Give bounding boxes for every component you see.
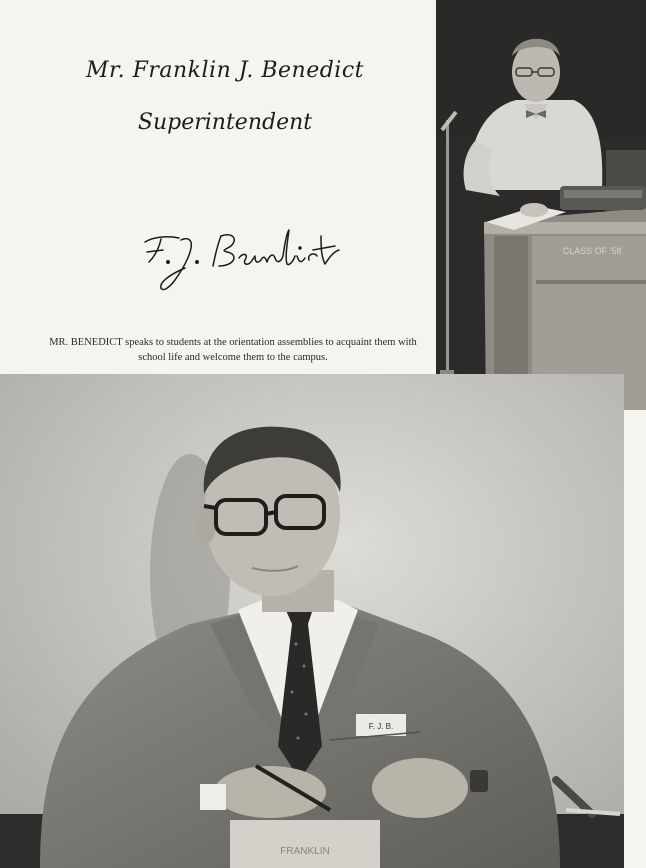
lectern-label: CLASS OF '58 [562, 246, 622, 256]
photo-caption: MR. BENEDICT speaks to students at the orientation assemblies to acquaint them with school life and welcome them to the campus. [49, 337, 417, 363]
speaking-photo [436, 0, 646, 410]
name-badge: F. J. B. [368, 722, 394, 731]
role-heading: Superintendent [137, 110, 313, 135]
portrait-photo [0, 374, 624, 868]
person-name-heading: Mr. Franklin J. Benedict [86, 58, 364, 83]
desk-nameplate: FRANKLIN [280, 846, 330, 857]
handwritten-signature [135, 222, 345, 302]
